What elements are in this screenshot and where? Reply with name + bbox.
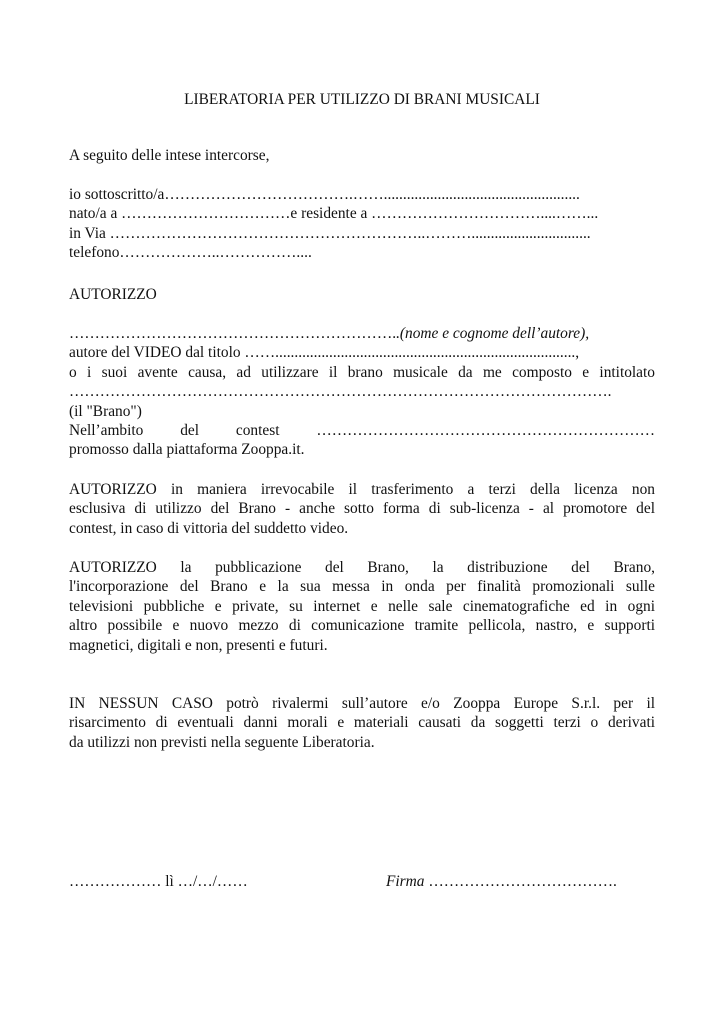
firma-label: Firma <box>386 873 425 890</box>
licenza-line: esclusiva di utilizzo del Brano - anche sotto forma di sub-licenza - al promotore del <box>69 500 655 518</box>
paragraph-pubblicazione <box>69 558 655 655</box>
firma-dots: ………………………………. <box>428 873 617 890</box>
licenza-line: AUTORIZZO in maniera irrevocabile il trasferimento a terzi della licenza non <box>69 481 655 498</box>
contest-line <box>69 421 655 440</box>
place-date-field: ……………… lì …/…/…… <box>69 873 248 890</box>
nessun-caso-line: da utilizzi non previsti nella seguente Liberatoria. <box>69 733 375 751</box>
pubblicazione-line: televisioni pubbliche e private, su internet e nelle sale cinematografiche ed in ogni <box>69 597 655 615</box>
contest-word-1: Nell’ambito <box>69 421 144 439</box>
pubblicazione-line: altro possibile e nuovo mezzo di comunicazione tramite pellicola, nastro, e supporti <box>69 617 655 635</box>
via-field: in Via ……………………………………………………..………............................... <box>69 224 591 242</box>
document-title: LIBERATORIA PER UTILIZZO DI BRANI MUSICALI <box>184 91 540 108</box>
licenza-line: contest, in caso di vittoria del suddetto video. <box>69 519 349 537</box>
autore-name-dots: ………………………………………………………. <box>69 325 397 342</box>
autore-name-hint: .(nome e cognome dell’autore), <box>396 325 590 342</box>
contest-word-2: del <box>180 421 200 439</box>
personal-fields <box>69 185 655 263</box>
contest-word-3: contest <box>235 421 280 439</box>
paragraph-licenza <box>69 480 655 538</box>
pubblicazione-line: AUTORIZZO la pubblicazione del Brano, la distribuzione del Brano, <box>69 559 655 576</box>
intro-line: A seguito delle intese intercorse, <box>69 147 270 164</box>
nato-residente-field: nato/a a ……………………………e residente a ……………………………....……... <box>69 205 599 223</box>
brano-label-line: (il "Brano") <box>69 402 142 420</box>
video-title-line: autore del VIDEO dal titolo …….............................................................................., <box>69 344 580 362</box>
signature-field <box>386 872 617 891</box>
paragraph-nessun-caso <box>69 694 655 752</box>
pubblicazione-line: magnetici, digitali e non, presenti e futuri. <box>69 636 328 654</box>
piattaforma-line: promosso dalla piattaforma Zooppa.it. <box>69 441 305 459</box>
nessun-caso-line: IN NESSUN CASO potrò rivalermi sull’autore e/o Zooppa Europe S.r.l. per il <box>69 695 655 712</box>
autorizzo-heading <box>69 285 655 304</box>
autore-name-line <box>69 324 655 343</box>
nessun-caso-line: risarcimento di eventuali danni morali e materiali causati da soggetti terzi o derivati <box>69 714 655 732</box>
intro-text <box>69 146 655 165</box>
telefono-field: telefono………………..…………….... <box>69 244 312 262</box>
brano-intro-line: o i suoi avente causa, ad utilizzare il brano musicale da me composto e intitolato <box>69 363 655 381</box>
sottoscritto-field: io sottoscritto/a……………………………….……................................................... <box>69 186 580 203</box>
pubblicazione-line: l'incorporazione del Brano e la sua messa in onda per finalità promozionali sulle <box>69 578 655 596</box>
brano-title-line: ……………………………………………………………………………………………. <box>69 383 612 401</box>
autore-block <box>69 324 655 460</box>
contest-dots: ………………………………………………………… <box>316 421 655 439</box>
autorizzo-heading-text: AUTORIZZO <box>69 286 157 303</box>
